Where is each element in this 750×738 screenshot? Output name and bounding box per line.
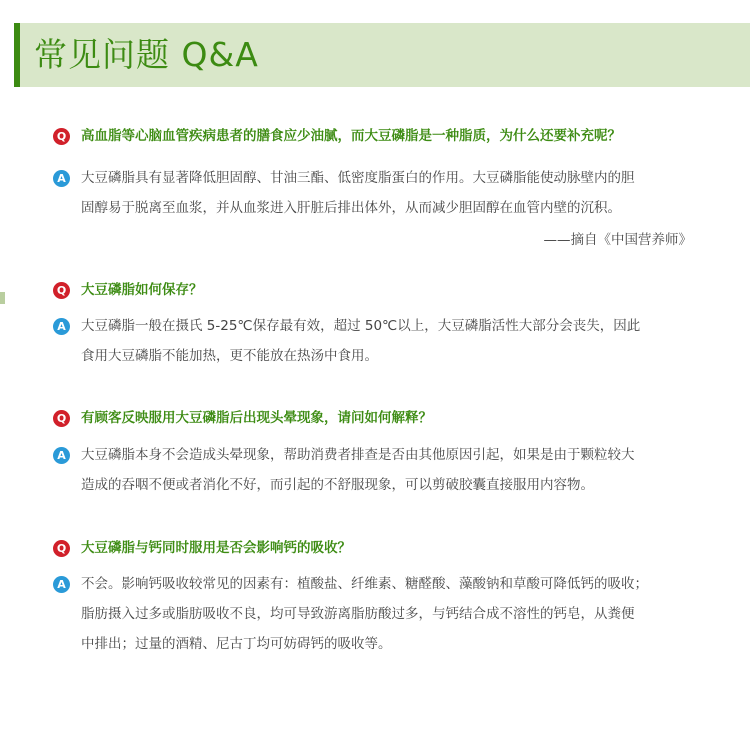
answer-badge-icon: A (53, 318, 70, 335)
answer-line: 中排出；过量的酒精、尼古丁均可妨碍钙的吸收等。 (81, 636, 392, 652)
answer-line: 大豆磷脂本身不会造成头晕现象，帮助消费者排查是否由其他原因引起，如果是由于颗粒较大 (81, 447, 635, 463)
answer-text (81, 311, 711, 371)
answer-line: 造成的吞咽不便或者消化不好，而引起的不舒服现象，可以剪破胶囊直接服用内容物。 (81, 477, 594, 493)
answer-line: 固醇易于脱离至血浆，并从血浆进入肝脏后排出体外，从而减少胆固醇在血管内壁的沉积。 (81, 200, 621, 216)
answer-badge-icon: A (53, 447, 70, 464)
question-badge-icon: Q (53, 540, 70, 557)
answer-line: 大豆磷脂一般在摄氏 5-25℃保存最有效，超过 50℃以上，大豆磷脂活性大部分会丧失，因此 (81, 318, 641, 334)
answer-line: 不会。影响钙吸收较常见的因素有：植酸盐、纤维素、糖醛酸、藻酸钠和草酸可降低钙的吸收； (81, 576, 648, 592)
section-header (14, 23, 750, 87)
question-badge-icon: Q (53, 282, 70, 299)
question-badge-icon: Q (53, 128, 70, 145)
answer-text (81, 569, 711, 659)
answer-line: 大豆磷脂具有显著降低胆固醇、甘油三酯、低密度脂蛋白的作用。大豆磷脂能使动脉壁内的胆 (81, 170, 635, 186)
question-text: 高血脂等心脑血管疾病患者的膳食应少油腻，而大豆磷脂是一种脂质，为什么还要补充呢？ (81, 128, 621, 144)
answer-line: 食用大豆磷脂不能加热，更不能放在热汤中食用。 (81, 348, 378, 364)
answer-text (81, 163, 711, 223)
question-text: 有顾客反映服用大豆磷脂后出现头晕现象，请问如何解释？ (81, 410, 432, 426)
page-title: 常见问题 Q&A (34, 35, 259, 74)
question-text: 大豆磷脂与钙同时服用是否会影响钙的吸收？ (81, 540, 351, 556)
question-text: 大豆磷脂如何保存？ (81, 282, 203, 298)
answer-text (81, 440, 711, 500)
side-decoration (0, 292, 5, 304)
question-badge-icon: Q (53, 410, 70, 427)
answer-badge-icon: A (53, 170, 70, 187)
header-accent-bar (14, 23, 20, 87)
source-citation: ——摘自《中国营养师》 (543, 232, 692, 248)
answer-line: 脂肪摄入过多或脂肪吸收不良，均可导致游离脂肪酸过多，与钙结合成不溶性的钙皂，从粪便 (81, 606, 635, 622)
answer-badge-icon: A (53, 576, 70, 593)
